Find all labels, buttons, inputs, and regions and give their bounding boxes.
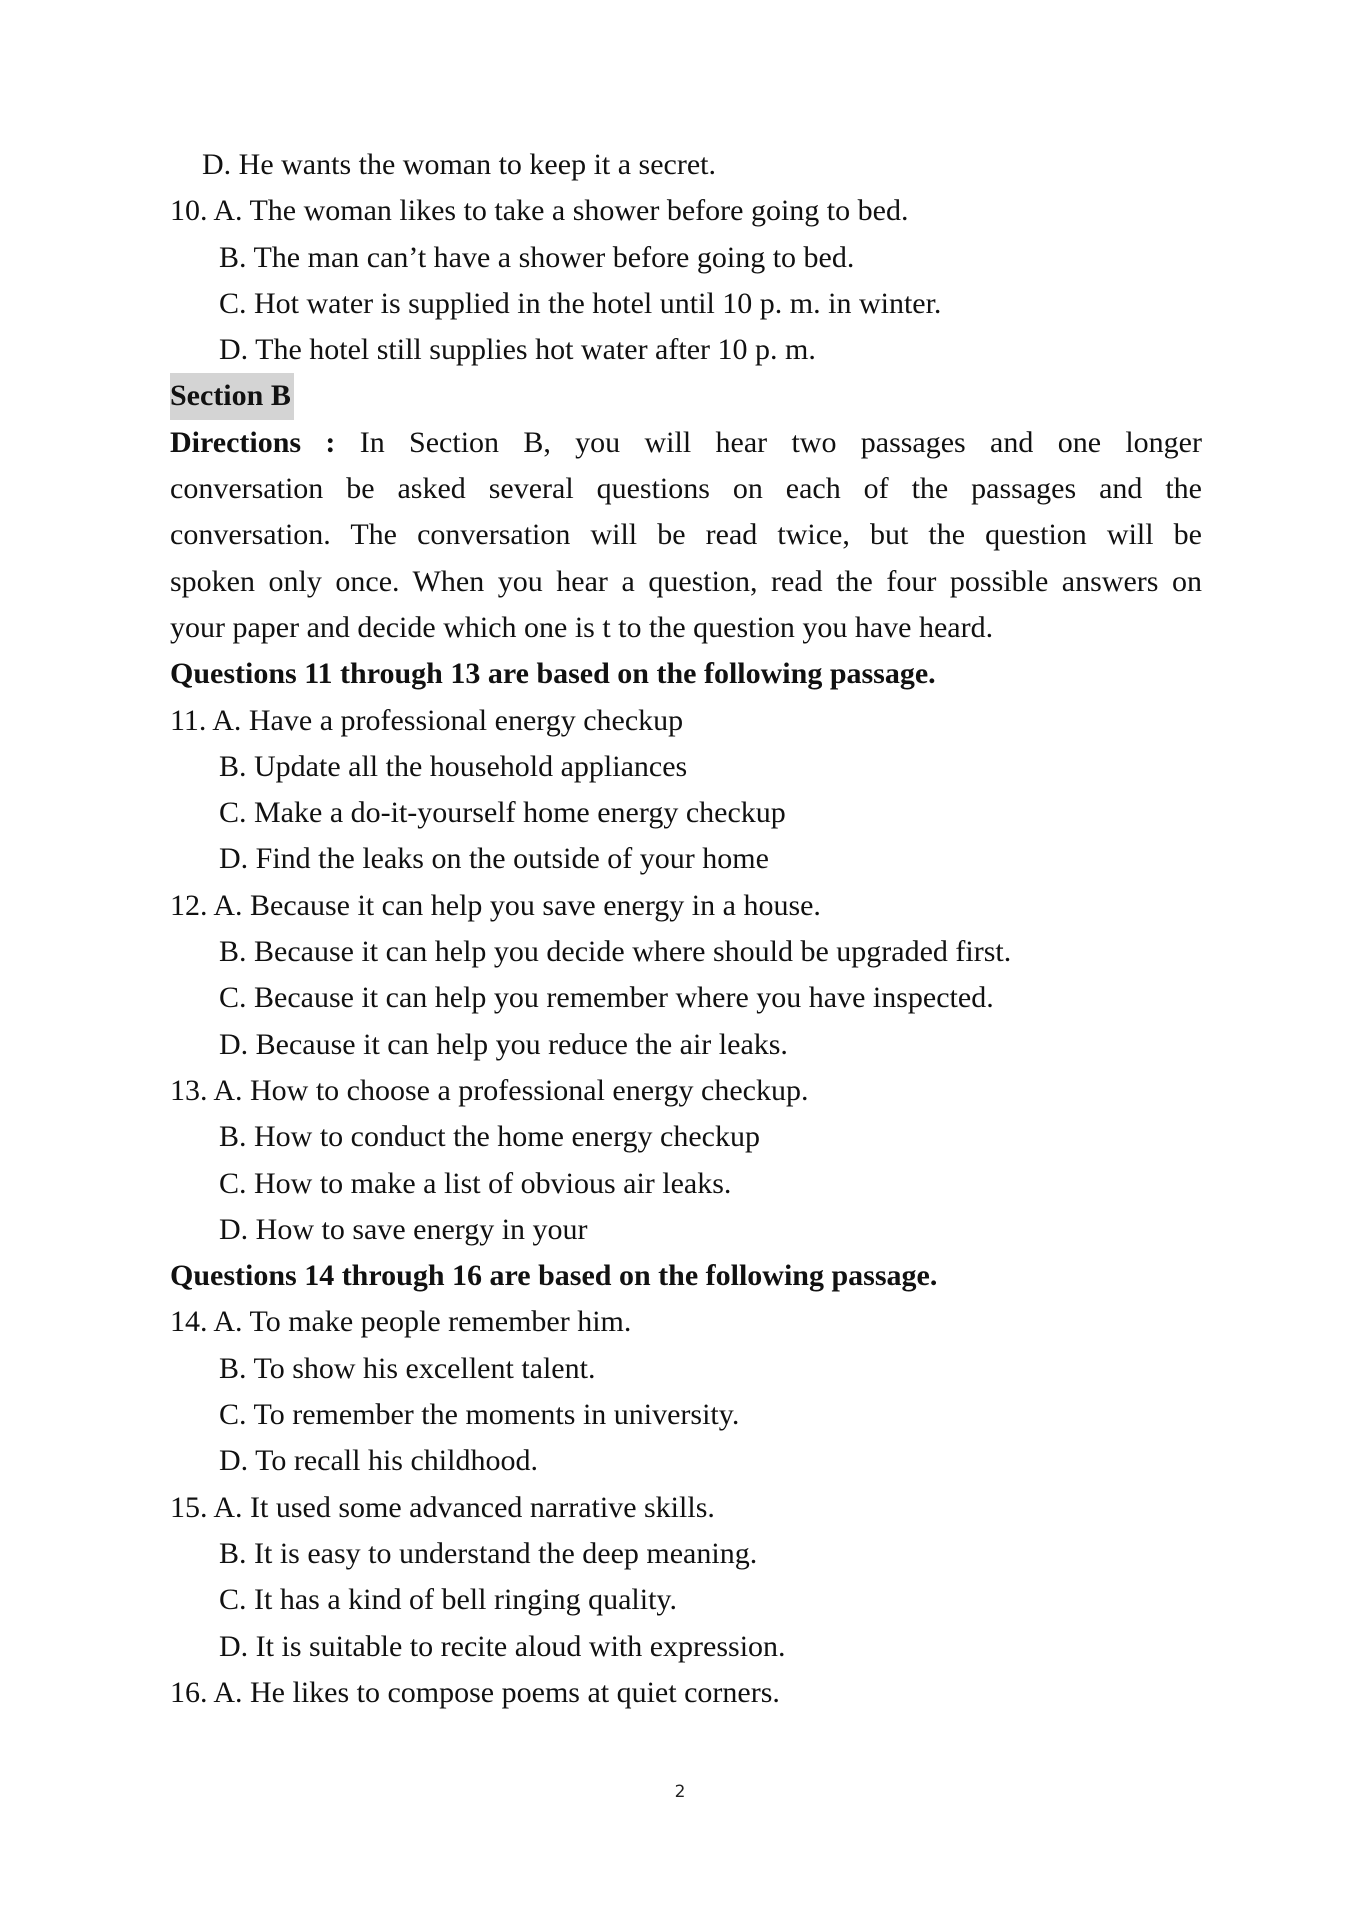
q10-option-c: C. Hot water is supplied in the hotel until 10 p. m. in winter. xyxy=(219,286,942,320)
q15-option-c: C. It has a kind of bell ringing quality. xyxy=(219,1583,677,1617)
directions-line-4: spoken only once. When you hear a question, read the four possible answers on xyxy=(170,564,1202,598)
q9-option-d: D. He wants the woman to keep it a secret. xyxy=(202,148,716,181)
group-11-13-heading: Questions 11 through 13 are based on the following passage. xyxy=(170,657,936,691)
page-content xyxy=(170,142,1202,1716)
q11-option-c: C. Make a do-it-yourself home energy checkup xyxy=(219,796,786,830)
q11-option-b: B. Update all the household appliances xyxy=(219,749,688,783)
directions-line-3: conversation. The conversation will be read twice, but the question will be xyxy=(170,518,1202,552)
q13-option-a: 13. A. How to choose a professional energy checkup. xyxy=(170,1073,809,1107)
directions-text-1: In Section B, you will hear two passages and one longer xyxy=(335,425,1202,459)
q15-option-b: B. It is easy to understand the deep meaning. xyxy=(219,1536,758,1570)
group-14-16-heading: Questions 14 through 16 are based on the following passage. xyxy=(170,1259,938,1293)
q14-option-c: C. To remember the moments in university. xyxy=(219,1398,740,1432)
q14-option-d: D. To recall his childhood. xyxy=(219,1444,538,1478)
q12-option-b: B. Because it can help you decide where should be upgraded first. xyxy=(219,935,1012,969)
q12-option-d: D. Because it can help you reduce the air leaks. xyxy=(219,1027,788,1061)
q12-option-c: C. Because it can help you remember where you have inspected. xyxy=(219,981,994,1015)
section-b-directions xyxy=(170,420,1202,651)
directions-line-1 xyxy=(170,420,1202,466)
q10-option-d: D. The hotel still supplies hot water after 10 p. m. xyxy=(219,333,816,367)
q11-option-a: 11. A. Have a professional energy checkup xyxy=(170,703,684,737)
directions-line-5: your paper and decide which one is t to the question you have heard. xyxy=(170,610,994,644)
section-b-heading: Section B xyxy=(170,373,294,419)
q14-option-a: 14. A. To make people remember him. xyxy=(170,1305,632,1339)
q16-option-a: 16. A. He likes to compose poems at quiet corners. xyxy=(170,1675,780,1709)
directions-line-2: conversation be asked several questions on each of the passages and the xyxy=(170,472,1202,506)
q13-option-d: D. How to save energy in your xyxy=(219,1212,588,1246)
directions-label: Directions : xyxy=(170,425,336,459)
section-b-heading-row xyxy=(170,373,1202,419)
q13-option-c: C. How to make a list of obvious air leaks. xyxy=(219,1166,732,1200)
page-number: 2 xyxy=(674,1782,686,1802)
q12-option-a: 12. A. Because it can help you save energy in a house. xyxy=(170,888,821,922)
q10-option-b: B. The man can’t have a shower before going to bed. xyxy=(219,240,855,274)
q10-option-a: 10. A. The woman likes to take a shower before going to bed. xyxy=(170,194,909,228)
q11-option-d: D. Find the leaks on the outside of your home xyxy=(219,842,769,876)
q13-option-b: B. How to conduct the home energy checkup xyxy=(219,1120,760,1154)
q14-option-b: B. To show his excellent talent. xyxy=(219,1351,596,1385)
q15-option-d: D. It is suitable to recite aloud with expression. xyxy=(219,1629,786,1663)
q15-option-a: 15. A. It used some advanced narrative skills. xyxy=(170,1490,715,1524)
